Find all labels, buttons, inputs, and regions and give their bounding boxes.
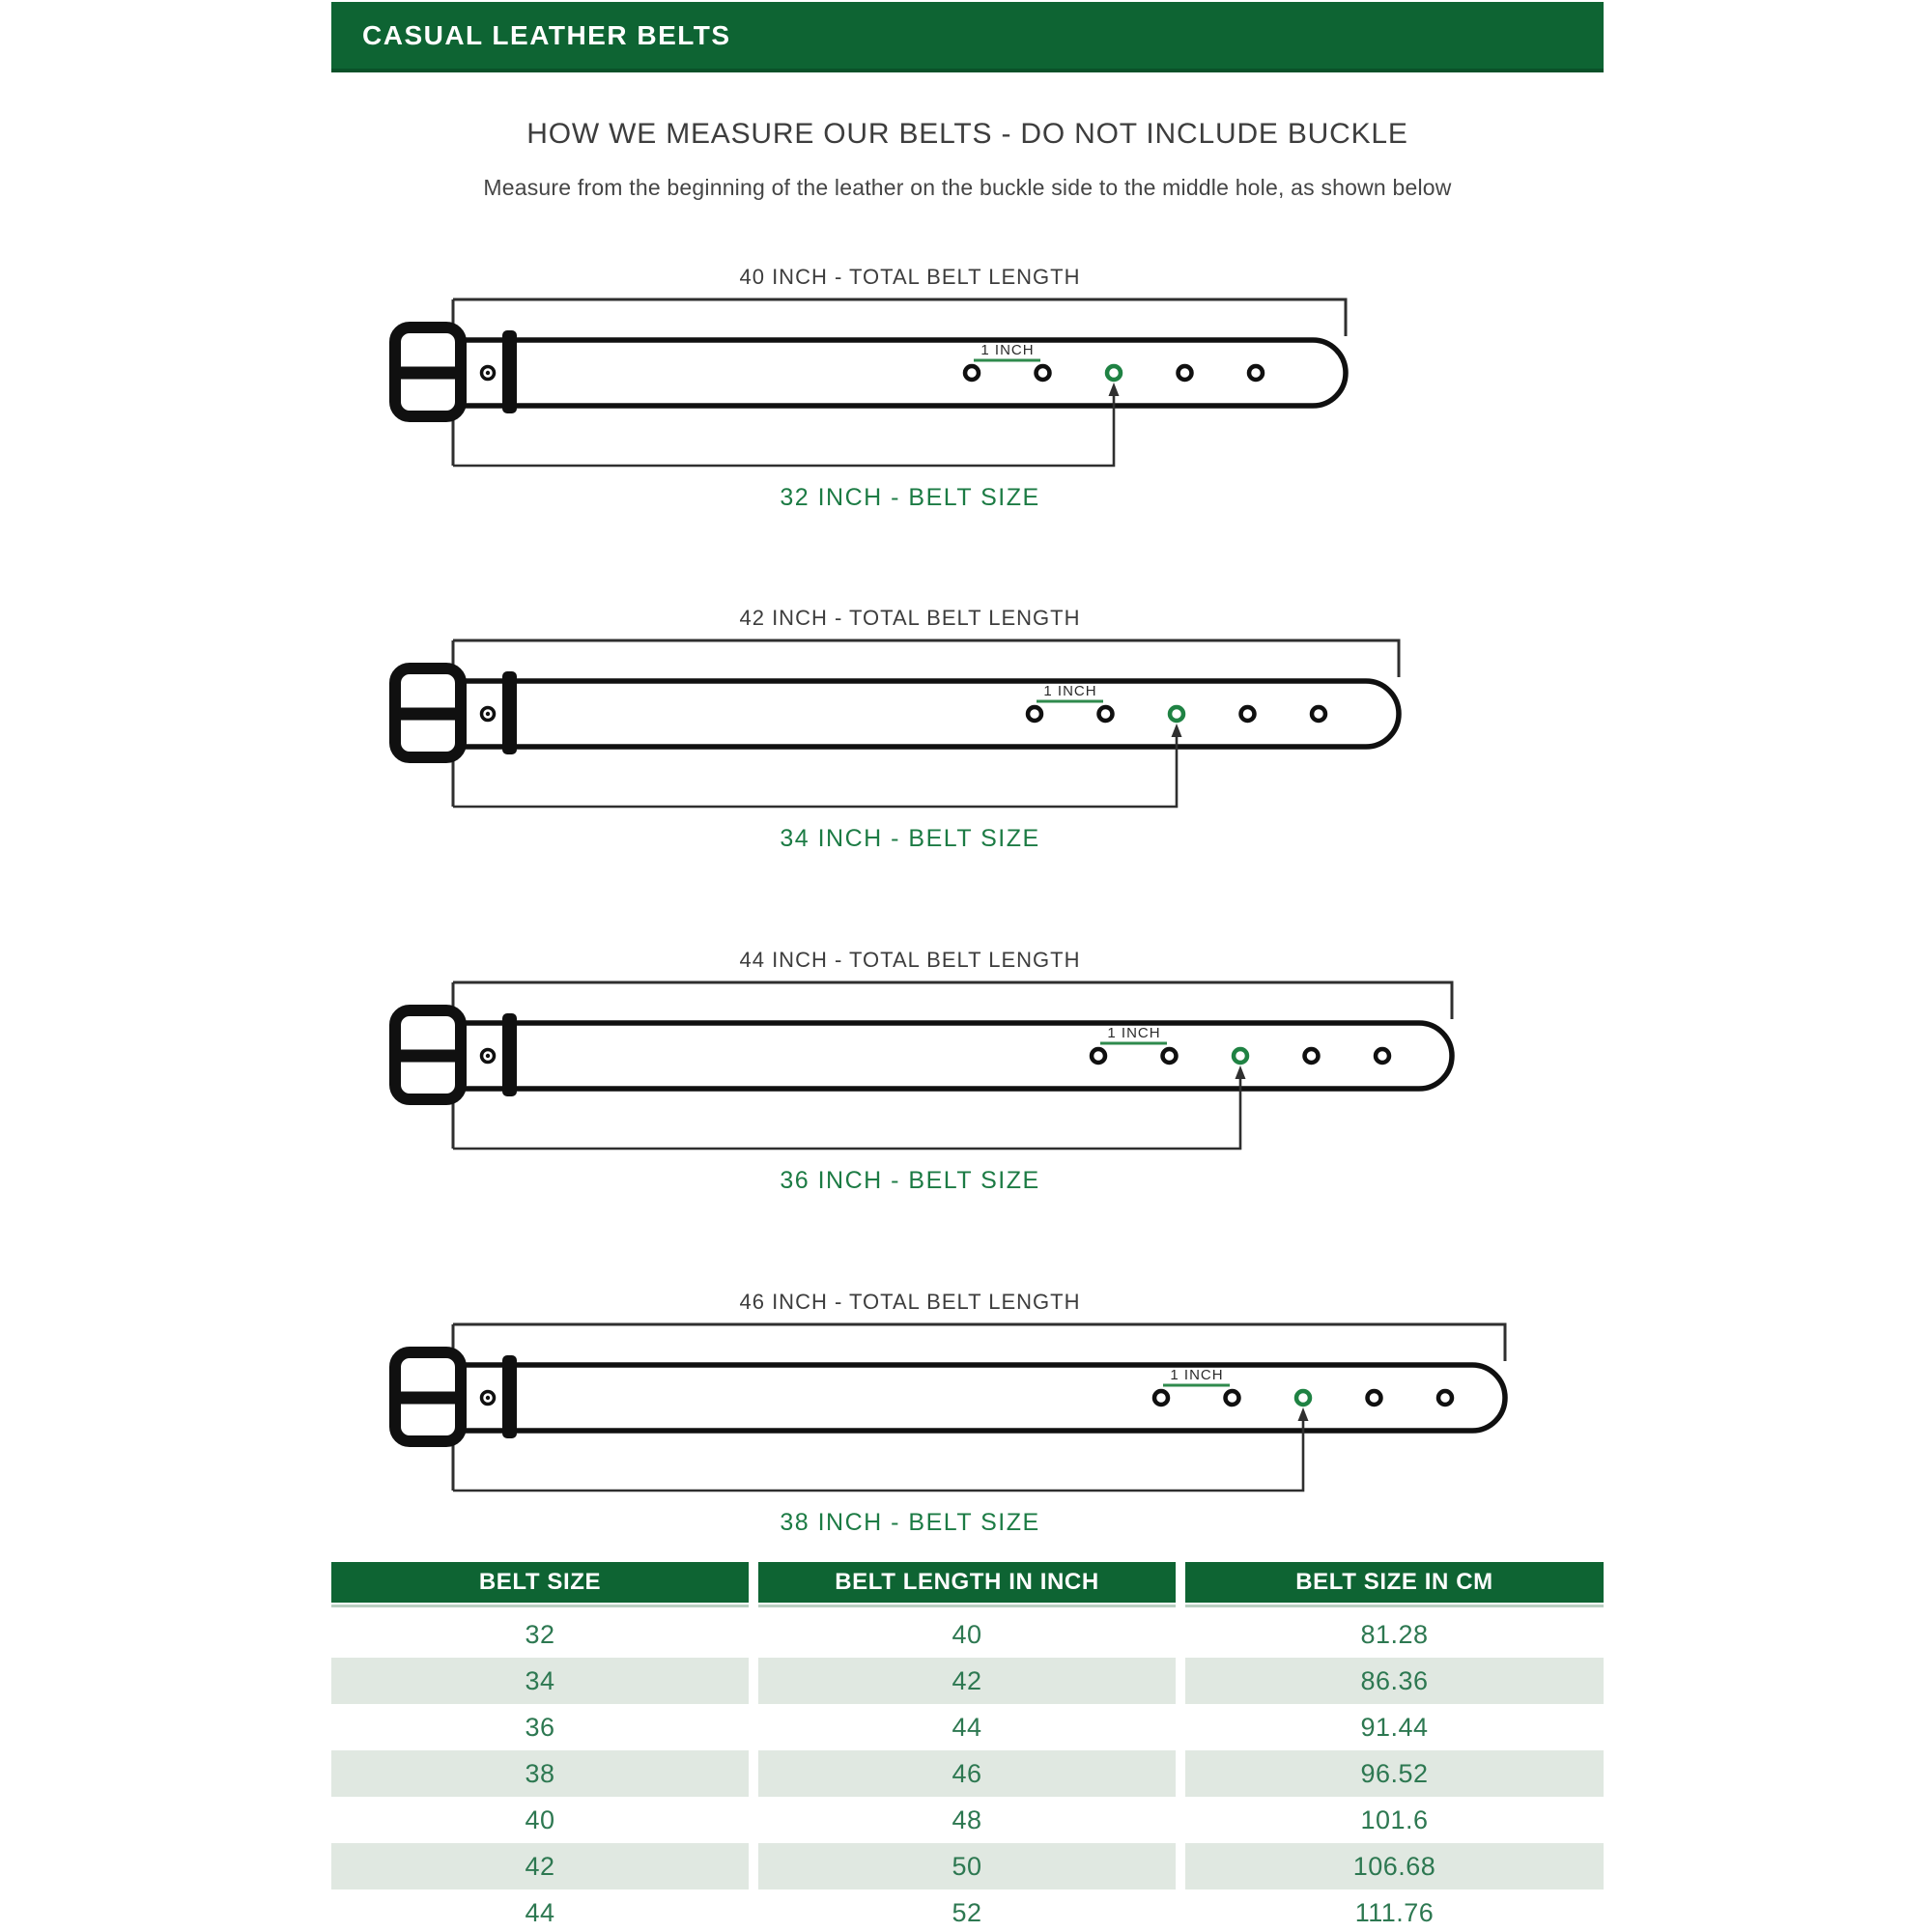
- belt-diagram-46-inch: [331, 1284, 1604, 1574]
- belt-illustration: [331, 286, 1604, 475]
- belt-diagram-42-inch: [331, 600, 1604, 890]
- table-cell: 81.28: [1185, 1611, 1604, 1658]
- column-header-belt-size-in-cm: BELT SIZE IN CM: [1185, 1562, 1604, 1603]
- table-cell: 111.76: [1185, 1889, 1604, 1932]
- table-cell: 40: [331, 1797, 749, 1843]
- table-row: [331, 1658, 1604, 1704]
- belt-keeper: [502, 330, 517, 413]
- table-cell: 101.6: [1185, 1797, 1604, 1843]
- belt-size-label: 34 INCH - BELT SIZE: [780, 825, 1040, 852]
- buckle-prong-bar: [398, 708, 458, 721]
- one-inch-label: 1 INCH: [980, 342, 1035, 358]
- middle-hole-highlight: [1296, 1391, 1310, 1405]
- total-belt-length-label: 42 INCH - TOTAL BELT LENGTH: [739, 606, 1081, 630]
- rivet-dot: [486, 371, 490, 375]
- belt-hole: [1241, 707, 1255, 721]
- belt-illustration: [331, 969, 1604, 1158]
- buckle-prong-bar: [398, 1392, 458, 1405]
- belt-hole: [1305, 1049, 1319, 1063]
- one-inch-label: 1 INCH: [1170, 1367, 1224, 1383]
- belt-size-label: 38 INCH - BELT SIZE: [780, 1509, 1040, 1536]
- belt-hole: [1037, 366, 1050, 380]
- total-length-bracket: [453, 1324, 1505, 1361]
- table-cell: 36: [331, 1704, 749, 1750]
- rivet-dot: [486, 712, 490, 716]
- belt-hole: [1438, 1391, 1452, 1405]
- belt-illustration: [331, 627, 1604, 816]
- table-body: [331, 1611, 1604, 1932]
- belt-hole: [1226, 1391, 1239, 1405]
- belt-keeper: [502, 1355, 517, 1438]
- banner-title: CASUAL LEATHER BELTS: [362, 20, 731, 50]
- belt-hole: [1092, 1049, 1105, 1063]
- belt-size-label: 36 INCH - BELT SIZE: [780, 1167, 1040, 1194]
- table-row: [331, 1611, 1604, 1658]
- table-cell: 86.36: [1185, 1658, 1604, 1704]
- belt-hole: [1028, 707, 1041, 721]
- belt-strap: [428, 1023, 1452, 1089]
- table-cell: 48: [758, 1797, 1176, 1843]
- belt-hole: [1249, 366, 1263, 380]
- table-cell: 38: [331, 1750, 749, 1797]
- belt-size-label: 32 INCH - BELT SIZE: [780, 484, 1040, 511]
- belt-diagram-44-inch: [331, 942, 1604, 1232]
- table-cell: 44: [331, 1889, 749, 1932]
- belt-illustration: [331, 1311, 1604, 1500]
- belt-hole: [1368, 1391, 1381, 1405]
- total-belt-length-label: 46 INCH - TOTAL BELT LENGTH: [739, 1290, 1081, 1314]
- table-row: [331, 1889, 1604, 1932]
- belt-keeper: [502, 671, 517, 754]
- table-row: [331, 1704, 1604, 1750]
- table-cell: 42: [331, 1843, 749, 1889]
- table-row: [331, 1750, 1604, 1797]
- table-row: [331, 1843, 1604, 1889]
- belt-hole: [1179, 366, 1192, 380]
- belt-hole: [1376, 1049, 1389, 1063]
- buckle-prong-bar: [398, 367, 458, 380]
- belt-hole: [1099, 707, 1113, 721]
- rivet-dot: [486, 1054, 490, 1058]
- table-cell: 40: [758, 1611, 1176, 1658]
- size-table: [331, 1562, 1604, 1932]
- guide-subtitle: Measure from the beginning of the leather on the buckle side to the middle hole, as shown below: [483, 175, 1452, 200]
- table-cell: 106.68: [1185, 1843, 1604, 1889]
- belt-strap: [428, 340, 1346, 406]
- belt-strap: [428, 1365, 1505, 1431]
- belt-keeper: [502, 1013, 517, 1096]
- table-row: [331, 1797, 1604, 1843]
- table-header-row: [331, 1562, 1604, 1603]
- belt-hole: [1163, 1049, 1177, 1063]
- belt-hole: [965, 366, 979, 380]
- belt-hole: [1154, 1391, 1168, 1405]
- belt-diagram-40-inch: [331, 259, 1604, 549]
- total-length-bracket: [453, 299, 1346, 336]
- table-cell: 91.44: [1185, 1704, 1604, 1750]
- brand-banner: [331, 2, 1604, 72]
- one-inch-label: 1 INCH: [1107, 1025, 1161, 1041]
- middle-hole-highlight: [1234, 1049, 1247, 1063]
- table-cell: 46: [758, 1750, 1176, 1797]
- middle-hole-highlight: [1107, 366, 1121, 380]
- one-inch-label: 1 INCH: [1043, 683, 1097, 699]
- middle-hole-highlight: [1170, 707, 1183, 721]
- total-length-bracket: [453, 640, 1399, 677]
- column-header-belt-length-in-inch: BELT LENGTH IN INCH: [758, 1562, 1176, 1603]
- table-cell: 32: [331, 1611, 749, 1658]
- total-length-bracket: [453, 982, 1452, 1019]
- table-cell: 52: [758, 1889, 1176, 1932]
- table-cell: 96.52: [1185, 1750, 1604, 1797]
- table-cell: 44: [758, 1704, 1176, 1750]
- content-column: [331, 0, 1604, 1932]
- table-cell: 50: [758, 1843, 1176, 1889]
- column-header-belt-size: BELT SIZE: [331, 1562, 749, 1603]
- total-belt-length-label: 40 INCH - TOTAL BELT LENGTH: [739, 265, 1081, 289]
- buckle-prong-bar: [398, 1050, 458, 1063]
- table-cell: 42: [758, 1658, 1176, 1704]
- guide-title: HOW WE MEASURE OUR BELTS - DO NOT INCLUDE BUCKLE: [526, 118, 1408, 150]
- belt-hole: [1312, 707, 1325, 721]
- table-cell: 34: [331, 1658, 749, 1704]
- rivet-dot: [486, 1396, 490, 1400]
- total-belt-length-label: 44 INCH - TOTAL BELT LENGTH: [739, 948, 1081, 972]
